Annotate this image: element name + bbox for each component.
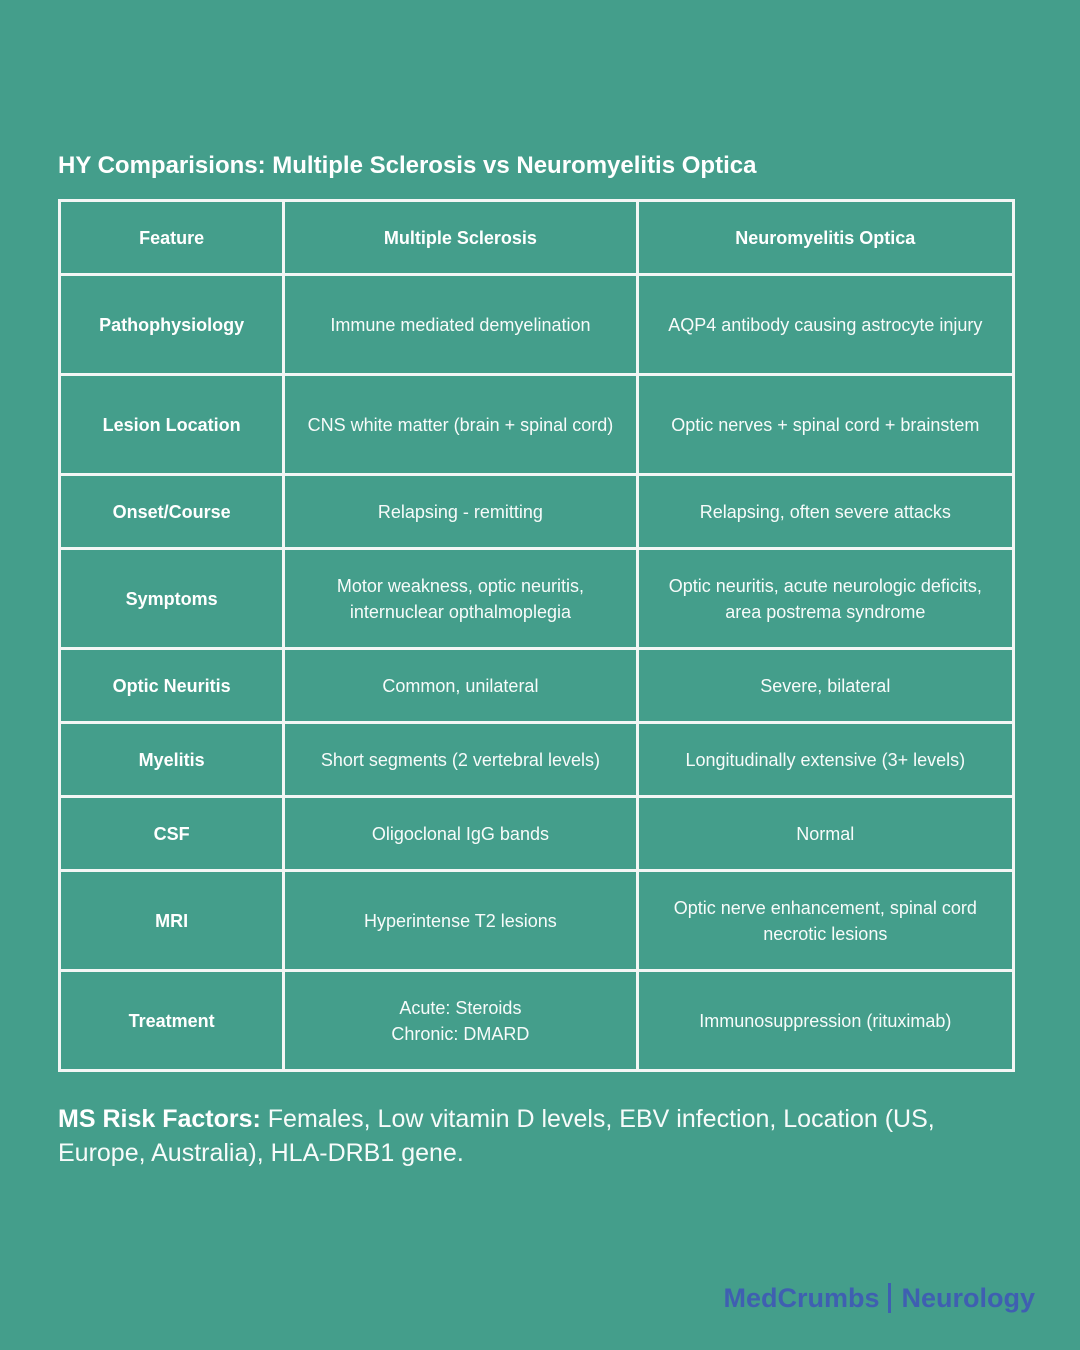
header-neuromyelitis-optica: Neuromyelitis Optica xyxy=(637,201,1013,275)
treatment-chronic-line: Chronic: DMARD xyxy=(391,1023,530,1044)
table-row xyxy=(60,871,1014,971)
row-nmo-value: Immunosuppression (rituximab) xyxy=(637,971,1013,1071)
row-ms-value: Common, unilateral xyxy=(284,649,637,723)
risk-factors-note xyxy=(58,1102,998,1170)
row-feature: CSF xyxy=(60,797,284,871)
brand-section: Neurology xyxy=(901,1283,1035,1313)
row-feature: Treatment xyxy=(60,971,284,1071)
row-ms-value: Oligoclonal IgG bands xyxy=(284,797,637,871)
table-row xyxy=(60,275,1014,375)
row-feature: Optic Neuritis xyxy=(60,649,284,723)
row-feature: Lesion Location xyxy=(60,375,284,475)
row-ms-value: CNS white matter (brain + spinal cord) xyxy=(284,375,637,475)
table-row xyxy=(60,475,1014,549)
table-row xyxy=(60,971,1014,1071)
table-row xyxy=(60,723,1014,797)
row-feature: Myelitis xyxy=(60,723,284,797)
row-feature: MRI xyxy=(60,871,284,971)
comparison-table xyxy=(58,199,1015,1072)
row-nmo-value: Relapsing, often severe attacks xyxy=(637,475,1013,549)
row-ms-value: Immune mediated demyelination xyxy=(284,275,637,375)
row-nmo-value: Optic neuritis, acute neurologic deficits, area postrema syndrome xyxy=(637,549,1013,649)
row-ms-value: Motor weakness, optic neuritis, internuclear opthalmoplegia xyxy=(284,549,637,649)
row-feature: Onset/Course xyxy=(60,475,284,549)
risk-factors-label: MS Risk Factors: xyxy=(58,1105,261,1133)
row-feature: Symptoms xyxy=(60,549,284,649)
row-nmo-value: Normal xyxy=(637,797,1013,871)
row-ms-value: Relapsing - remitting xyxy=(284,475,637,549)
row-nmo-value: AQP4 antibody causing astrocyte injury xyxy=(637,275,1013,375)
row-nmo-value: Optic nerves + spinal cord + brainstem xyxy=(637,375,1013,475)
table-row xyxy=(60,797,1014,871)
row-feature: Pathophysiology xyxy=(60,275,284,375)
brand-divider xyxy=(888,1283,891,1313)
row-ms-value: Short segments (2 vertebral levels) xyxy=(284,723,637,797)
row-ms-value xyxy=(284,971,637,1071)
row-nmo-value: Optic nerve enhancement, spinal cord necrotic lesions xyxy=(637,871,1013,971)
header-feature: Feature xyxy=(60,201,284,275)
brand-footer xyxy=(723,1283,1035,1314)
table-header-row xyxy=(60,201,1014,275)
page-title: HY Comparisions: Multiple Sclerosis vs Neuromyelitis Optica xyxy=(58,152,757,179)
header-multiple-sclerosis: Multiple Sclerosis xyxy=(284,201,637,275)
row-nmo-value: Severe, bilateral xyxy=(637,649,1013,723)
table-row xyxy=(60,549,1014,649)
treatment-acute-line: Acute: Steroids xyxy=(399,997,522,1018)
row-nmo-value: Longitudinally extensive (3+ levels) xyxy=(637,723,1013,797)
table-row xyxy=(60,649,1014,723)
table-row xyxy=(60,375,1014,475)
brand-name: MedCrumbs xyxy=(723,1283,880,1313)
risk-factors-text: Females, Low vitamin D levels, EBV infection, Location (US, Europe, Australia), HLA-DRB1 gene. xyxy=(58,1105,935,1167)
row-ms-value: Hyperintense T2 lesions xyxy=(284,871,637,971)
